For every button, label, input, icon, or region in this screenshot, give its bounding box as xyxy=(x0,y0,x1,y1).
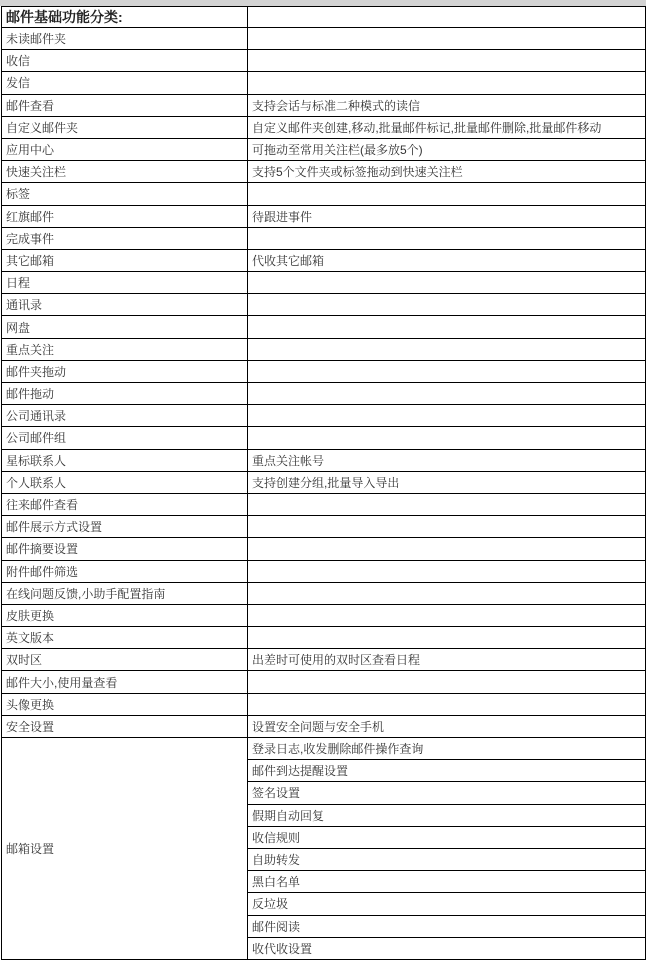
feature-cell: 在线问题反馈,小助手配置指南 xyxy=(2,582,248,604)
feature-cell: 标签 xyxy=(2,183,248,205)
feature-cell: 附件邮件筛选 xyxy=(2,560,248,582)
feature-cell: 个人联系人 xyxy=(2,471,248,493)
feature-cell: 头像更换 xyxy=(2,693,248,715)
table-row xyxy=(2,604,646,626)
table-row xyxy=(2,649,646,671)
description-cell: 黑白名单 xyxy=(248,871,646,893)
feature-cell: 自定义邮件夹 xyxy=(2,116,248,138)
description-cell: 收代收设置 xyxy=(248,937,646,959)
description-cell: 重点关注帐号 xyxy=(248,449,646,471)
description-cell xyxy=(248,427,646,449)
table-row xyxy=(2,383,646,405)
table-row xyxy=(2,516,646,538)
feature-cell: 发信 xyxy=(2,72,248,94)
description-cell xyxy=(248,582,646,604)
description-cell: 代收其它邮箱 xyxy=(248,249,646,271)
table-row xyxy=(2,471,646,493)
table-row xyxy=(2,449,646,471)
feature-cell: 安全设置 xyxy=(2,715,248,737)
description-header-cell xyxy=(248,7,646,28)
description-cell xyxy=(248,316,646,338)
table-row xyxy=(2,738,646,760)
description-cell: 支持创建分组,批量导入导出 xyxy=(248,471,646,493)
feature-cell: 星标联系人 xyxy=(2,449,248,471)
table-row xyxy=(2,28,646,50)
feature-cell: 收信 xyxy=(2,50,248,72)
description-cell xyxy=(248,294,646,316)
description-cell xyxy=(248,50,646,72)
description-cell xyxy=(248,516,646,538)
feature-cell: 邮件展示方式设置 xyxy=(2,516,248,538)
table-row xyxy=(2,405,646,427)
feature-cell: 网盘 xyxy=(2,316,248,338)
feature-cell: 应用中心 xyxy=(2,138,248,160)
feature-cell: 通讯录 xyxy=(2,294,248,316)
description-cell xyxy=(248,627,646,649)
table-row xyxy=(2,493,646,515)
table-row xyxy=(2,50,646,72)
description-cell: 邮件到达提醒设置 xyxy=(248,760,646,782)
description-cell: 设置安全问题与安全手机 xyxy=(248,715,646,737)
description-cell xyxy=(248,671,646,693)
feature-cell: 英文版本 xyxy=(2,627,248,649)
table-row xyxy=(2,316,646,338)
feature-cell: 重点关注 xyxy=(2,338,248,360)
description-cell xyxy=(248,538,646,560)
description-cell: 签名设置 xyxy=(248,782,646,804)
feature-cell: 邮件摘要设置 xyxy=(2,538,248,560)
table-row xyxy=(2,715,646,737)
description-cell: 自助转发 xyxy=(248,848,646,870)
category-header-cell: 邮件基础功能分类: xyxy=(2,7,248,28)
table-row xyxy=(2,272,646,294)
feature-cell: 公司通讯录 xyxy=(2,405,248,427)
table-row xyxy=(2,227,646,249)
feature-cell: 其它邮箱 xyxy=(2,249,248,271)
description-cell xyxy=(248,72,646,94)
description-cell: 待跟进事件 xyxy=(248,205,646,227)
features-table xyxy=(1,6,646,960)
table-row xyxy=(2,205,646,227)
description-cell xyxy=(248,383,646,405)
description-cell: 出差时可使用的双时区查看日程 xyxy=(248,649,646,671)
description-cell xyxy=(248,560,646,582)
feature-cell: 邮件查看 xyxy=(2,94,248,116)
feature-cell: 公司邮件组 xyxy=(2,427,248,449)
feature-cell: 双时区 xyxy=(2,649,248,671)
feature-cell: 往来邮件查看 xyxy=(2,493,248,515)
table-row xyxy=(2,72,646,94)
merged-category-cell: 邮箱设置 xyxy=(2,738,248,960)
feature-cell: 快速关注栏 xyxy=(2,161,248,183)
feature-cell: 红旗邮件 xyxy=(2,205,248,227)
description-cell: 反垃圾 xyxy=(248,893,646,915)
feature-cell: 未读邮件夹 xyxy=(2,28,248,50)
feature-cell: 邮件大小,使用量查看 xyxy=(2,671,248,693)
description-cell xyxy=(248,183,646,205)
description-cell xyxy=(248,360,646,382)
description-cell xyxy=(248,493,646,515)
table-row xyxy=(2,360,646,382)
table-row xyxy=(2,627,646,649)
table-row xyxy=(2,116,646,138)
table-row xyxy=(2,249,646,271)
feature-cell: 皮肤更换 xyxy=(2,604,248,626)
description-cell: 邮件阅读 xyxy=(248,915,646,937)
feature-cell: 日程 xyxy=(2,272,248,294)
table-row xyxy=(2,582,646,604)
table-row xyxy=(2,138,646,160)
description-cell xyxy=(248,28,646,50)
table-row xyxy=(2,161,646,183)
table-row xyxy=(2,94,646,116)
table-row xyxy=(2,538,646,560)
feature-cell: 邮件拖动 xyxy=(2,383,248,405)
table-row xyxy=(2,693,646,715)
table-row xyxy=(2,183,646,205)
table-row xyxy=(2,427,646,449)
description-cell xyxy=(248,693,646,715)
table-row xyxy=(2,560,646,582)
table-row xyxy=(2,671,646,693)
description-cell: 假期自动回复 xyxy=(248,804,646,826)
description-cell xyxy=(248,405,646,427)
feature-cell: 邮件夹拖动 xyxy=(2,360,248,382)
table-header-row xyxy=(2,7,646,28)
description-cell xyxy=(248,272,646,294)
description-cell: 支持5个文件夹或标签拖动到快速关注栏 xyxy=(248,161,646,183)
description-cell: 支持会话与标准二种模式的读信 xyxy=(248,94,646,116)
description-cell: 登录日志,收发删除邮件操作查询 xyxy=(248,738,646,760)
table-row xyxy=(2,338,646,360)
description-cell: 可拖动至常用关注栏(最多放5个) xyxy=(248,138,646,160)
feature-cell: 完成事件 xyxy=(2,227,248,249)
description-cell xyxy=(248,338,646,360)
description-cell: 收信规则 xyxy=(248,826,646,848)
description-cell xyxy=(248,604,646,626)
table-row xyxy=(2,294,646,316)
description-cell xyxy=(248,227,646,249)
description-cell: 自定义邮件夹创建,移动,批量邮件标记,批量邮件删除,批量邮件移动 xyxy=(248,116,646,138)
